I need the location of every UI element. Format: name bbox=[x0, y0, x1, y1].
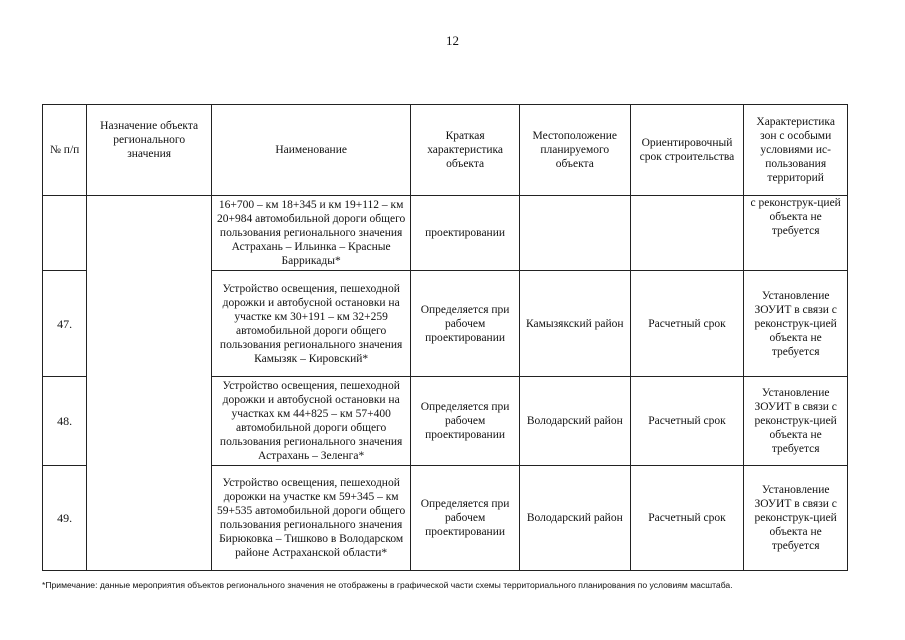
header-zone: Характеристика зон с особыми условиями ис-пользования территорий bbox=[744, 105, 848, 196]
header-term: Ориентировочный срок строительства bbox=[630, 105, 744, 196]
header-brief: Краткая характеристика объекта bbox=[411, 105, 520, 196]
cell-number bbox=[43, 196, 87, 271]
cell-term: Расчетный срок bbox=[630, 466, 744, 571]
cell-number: 48. bbox=[43, 377, 87, 466]
page-number: 12 bbox=[446, 33, 459, 48]
cell-purpose-merged bbox=[87, 196, 212, 571]
cell-zone: с реконструк-цией объекта не требуется bbox=[744, 196, 848, 271]
cell-location: Володарский район bbox=[519, 466, 630, 571]
cell-term bbox=[630, 196, 744, 271]
cell-location bbox=[519, 196, 630, 271]
objects-table bbox=[42, 104, 848, 571]
cell-name: 16+700 – км 18+345 и км 19+112 – км 20+984 автомобильной дороги общего пользования регионального значения Астрахань – Ильинка – Красные Баррикады* bbox=[212, 196, 411, 271]
table-row-continued bbox=[43, 196, 848, 271]
cell-location: Камызякский район bbox=[519, 271, 630, 377]
cell-brief: Определяется при рабочем проектировании bbox=[411, 377, 520, 466]
cell-brief: Определяется при рабочем проектировании bbox=[411, 271, 520, 377]
cell-number: 49. bbox=[43, 466, 87, 571]
cell-name: Устройство освещения, пешеходной дорожки и автобусной остановки на участке км 30+191 – км 32+259 автомобильной дороги общего пользования регионального значения Камызяк – Кировский* bbox=[212, 271, 411, 377]
table-header-row bbox=[43, 105, 848, 196]
cell-name: Устройство освещения, пешеходной дорожки и автобусной остановки на участках км 44+825 – км 57+400 автомобильной дороги общего пользования регионального значения Астрахань – Зеленга* bbox=[212, 377, 411, 466]
cell-name: Устройство освещения, пешеходной дорожки на участке км 59+345 – км 59+535 автомобильной дороги общего пользования регионального значения Бирюковка – Тишково в Володарском районе Астраханской области* bbox=[212, 466, 411, 571]
cell-brief: проектировании bbox=[411, 196, 520, 271]
cell-zone: Установление ЗОУИТ в связи с реконструк-цией объекта не требуется bbox=[744, 377, 848, 466]
header-purpose: Назначение объекта регионального значения bbox=[87, 105, 212, 196]
header-number: № п/п bbox=[43, 105, 87, 196]
header-location: Местоположение планируемого объекта bbox=[519, 105, 630, 196]
header-name: Наименование bbox=[212, 105, 411, 196]
cell-zone: Установление ЗОУИТ в связи с реконструк-цией объекта не требуется bbox=[744, 466, 848, 571]
cell-number: 47. bbox=[43, 271, 87, 377]
cell-location: Володарский район bbox=[519, 377, 630, 466]
cell-brief: Определяется при рабочем проектировании bbox=[411, 466, 520, 571]
cell-term: Расчетный срок bbox=[630, 377, 744, 466]
footnote: *Примечание: данные мероприятия объектов регионального значения не отображены в графической части схемы территориального планирования по условиям масштаба. bbox=[42, 580, 733, 590]
cell-zone: Установление ЗОУИТ в связи с реконструк-цией объекта не требуется bbox=[744, 271, 848, 377]
cell-term: Расчетный срок bbox=[630, 271, 744, 377]
